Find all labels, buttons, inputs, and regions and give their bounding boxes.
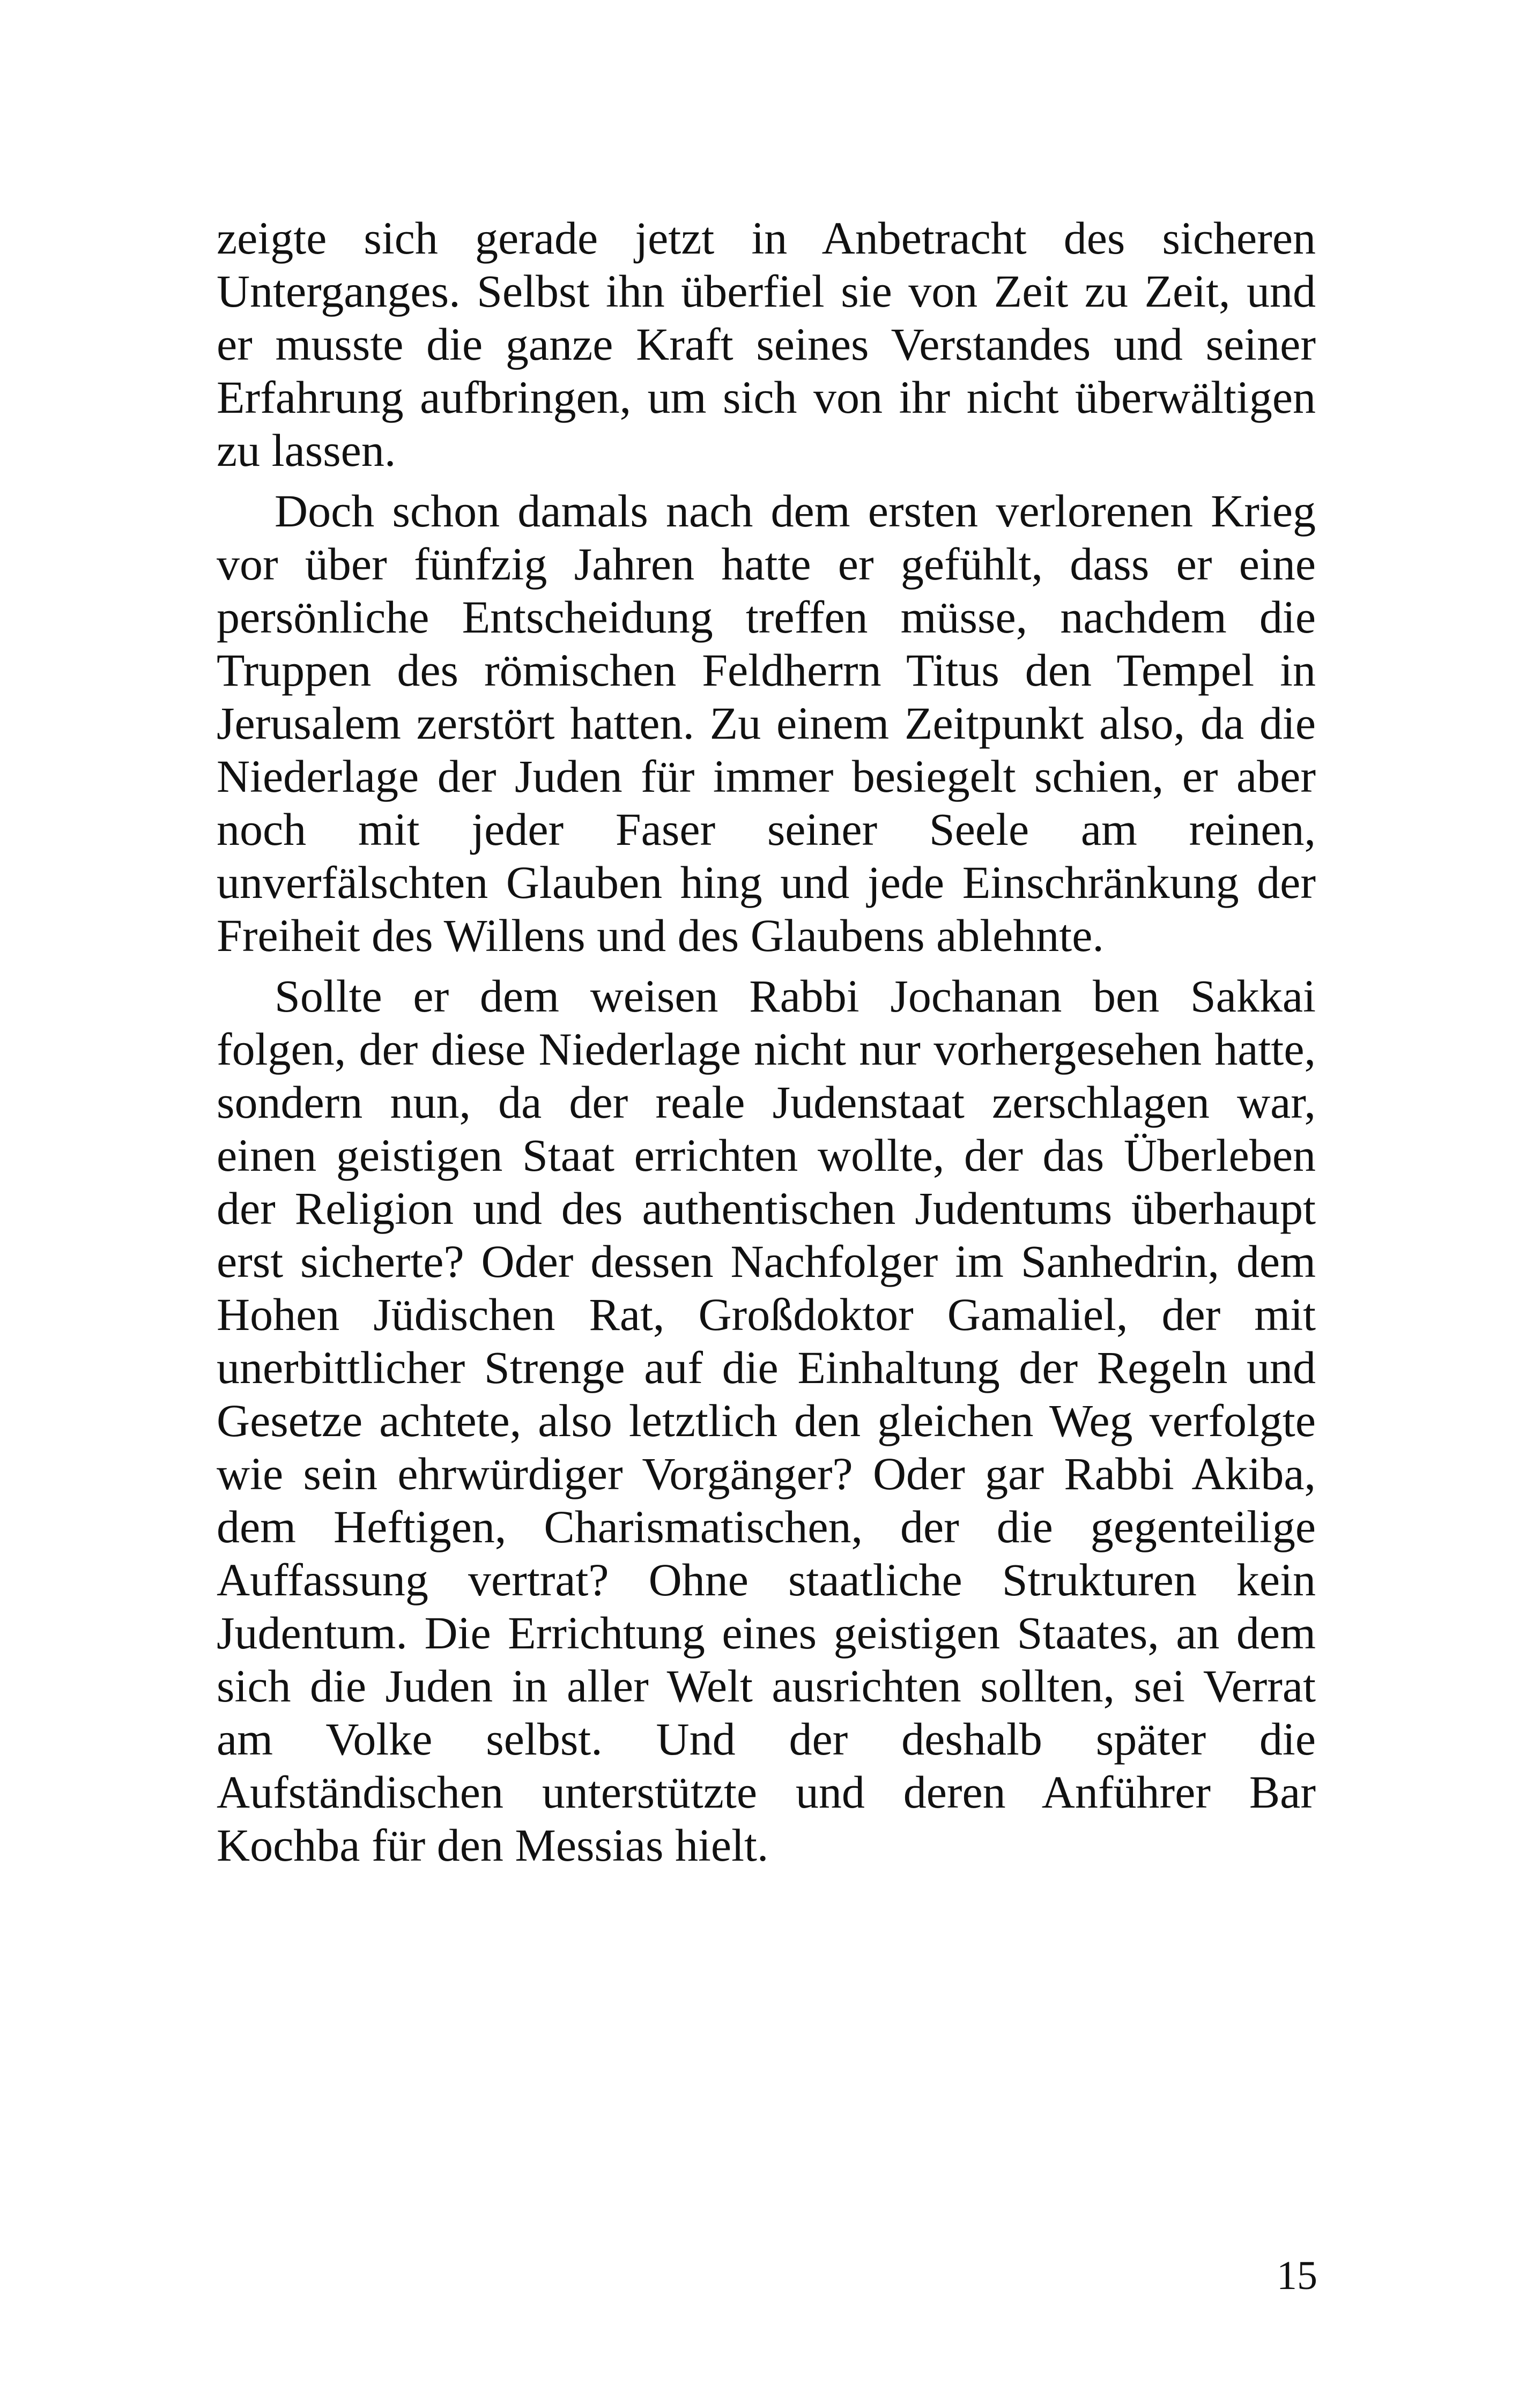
body-text	[217, 212, 1316, 1872]
paragraph-1: zeigte sich gerade jetzt in Anbetracht des sicheren Unterganges. Selbst ihn überfiel sie von Zeit zu Zeit, und er musste die ganze Kraft seines Verstandes und seiner Erfahrung aufbringen, um sich von ihr nicht überwältigen zu lassen.	[217, 212, 1316, 476]
paragraph-2: Doch schon damals nach dem ersten verlorenen Krieg vor über fünfzig Jahren hatte er gefühlt, dass er eine persönliche Entscheidung treffen müsse, nachdem die Truppen des römischen Feldherrn Titus den Tempel in Jerusalem zerstört hatten. Zu einem Zeitpunkt also, da die Niederlage der Juden für immer besiegelt schien, er aber noch mit jeder Faser seiner Seele am reinen, unverfälschten Glauben hing und jede Einschränkung der Freiheit des Willens und des Glaubens ablehnte.	[217, 485, 1316, 961]
page-number: 15	[1277, 2253, 1317, 2298]
paragraph-3: Sollte er dem weisen Rabbi Jochanan ben Sakkai folgen, der diese Niederlage nicht nur vorhergesehen hatte, sondern nun, da der reale Judenstaat zerschlagen war, einen geistigen Staat errichten wollte, der das Überleben der Religion und des authentischen Judentums überhaupt erst sicherte? Oder dessen Nachfolger im Sanhedrin, dem Hohen Jüdischen Rat, Großdoktor Gamaliel, der mit unerbittlicher Strenge auf die Einhaltung der Regeln und Gesetze achtete, also letztlich den gleichen Weg verfolgte wie sein ehrwürdiger Vorgänger? Oder gar Rabbi Akiba, dem Heftigen, Charismatischen, der die gegenteilige Auffassung vertrat? Ohne staatliche Strukturen kein Judentum. Die Errichtung eines geistigen Staates, an dem sich die Juden in aller Welt ausrichten sollten, sei Verrat am Volke selbst. Und der deshalb später die Aufständischen unterstützte und deren Anführer Bar Kochba für den Messias hielt.	[217, 970, 1316, 1871]
